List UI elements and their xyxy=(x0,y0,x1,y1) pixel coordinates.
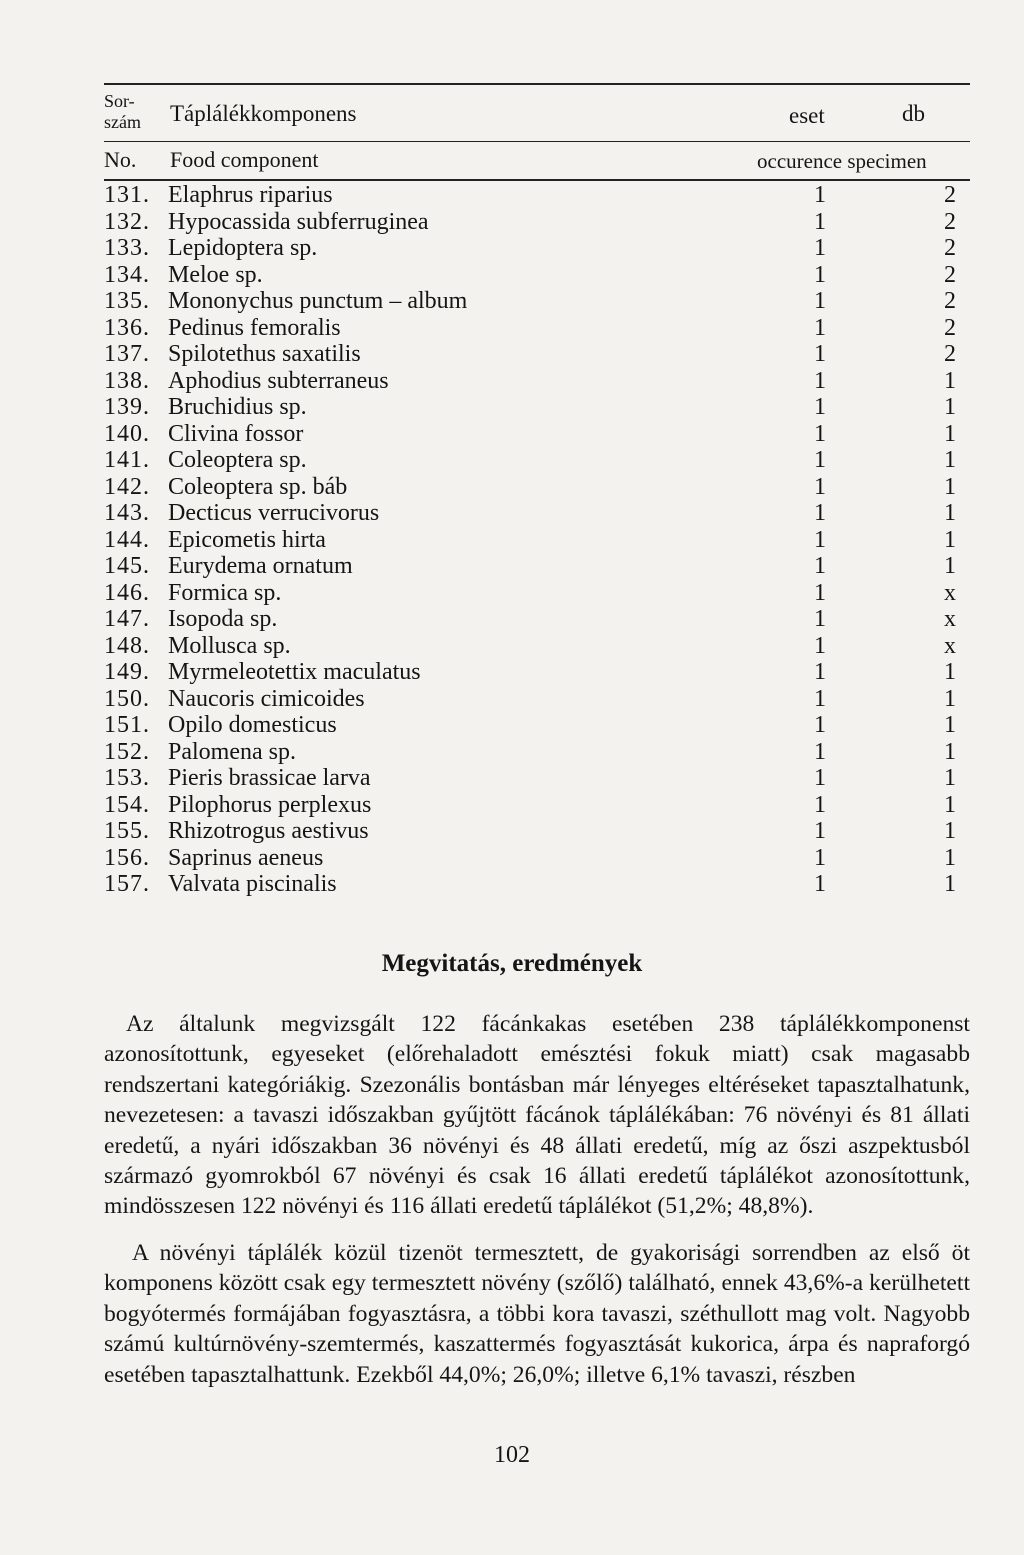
occurence-count: 1 xyxy=(814,341,826,367)
header-component-en: Food component xyxy=(170,147,319,172)
specimen-count: x xyxy=(944,606,956,632)
occurence-count: 1 xyxy=(814,606,826,632)
specimen-count: 1 xyxy=(944,685,956,712)
occurence-count: 1 xyxy=(814,367,826,394)
table-row xyxy=(104,633,970,659)
occurence-count: 1 xyxy=(814,844,826,871)
row-number: 151. xyxy=(104,712,150,738)
table-top-rule xyxy=(104,83,970,85)
component-name: Hypocassida subferruginea xyxy=(168,208,429,235)
specimen-count: 1 xyxy=(944,738,956,765)
row-number: 153. xyxy=(104,765,150,791)
row-number: 157. xyxy=(104,871,150,897)
occurence-count: 1 xyxy=(814,500,826,526)
paragraph-2: A növényi táplálék közül tizenöt termesztett, de gyakorisági sorrendben az első öt komponens között csak egy termesztett növény (szőlő) található, ennek 43,6%-a kerülhetett bogyótermés formájában fogyasztásra, a többi kora tavaszi, széthullott mag volt. Nagyobb számú kultúrnövény-szemtermés, kaszattermés fogyasztását kukorica, árpa és napraforgó esetében tapasztalhattunk. Ezekből 44,0%; 26,0%; illetve 6,1% tavaszi, részben xyxy=(104,1240,970,1388)
table-row xyxy=(104,182,970,208)
row-number: 140. xyxy=(104,420,150,447)
component-name: Myrmeleotettix maculatus xyxy=(168,659,421,685)
header-eset: eset xyxy=(789,103,825,128)
header-bottom-rule xyxy=(104,179,970,181)
component-name: Decticus verrucivorus xyxy=(168,500,380,526)
specimen-count: x xyxy=(944,579,956,606)
table-row xyxy=(104,739,970,765)
occurence-count: 1 xyxy=(814,738,826,765)
header-occurence-en: occurence specimen xyxy=(757,149,927,173)
occurence-count: 1 xyxy=(814,235,826,261)
component-name: Coleoptera sp. xyxy=(168,447,307,473)
header-szam: szám xyxy=(104,112,141,132)
specimen-count: 1 xyxy=(944,791,956,818)
table-row xyxy=(104,580,970,606)
occurence-count: 1 xyxy=(814,659,826,685)
specimen-count: 1 xyxy=(944,553,956,579)
table-row xyxy=(104,527,970,553)
specimen-count: 1 xyxy=(944,844,956,871)
specimen-count: 2 xyxy=(944,288,956,314)
row-number: 154. xyxy=(104,791,150,818)
component-name: Clivina fossor xyxy=(168,420,304,447)
specimen-count: 2 xyxy=(944,314,956,341)
table-row xyxy=(104,235,970,261)
occurence-count: 1 xyxy=(814,579,826,606)
specimen-count: 1 xyxy=(944,526,956,553)
component-name: Mollusca sp. xyxy=(168,632,291,659)
row-number: 138. xyxy=(104,367,150,394)
header-no-en: No. xyxy=(104,147,137,172)
table-row xyxy=(104,262,970,288)
row-number: 132. xyxy=(104,208,150,235)
row-number: 133. xyxy=(104,235,150,261)
component-name: Palomena sp. xyxy=(168,738,296,765)
header-db: db xyxy=(902,101,925,126)
row-number: 137. xyxy=(104,341,150,367)
row-number: 144. xyxy=(104,526,150,553)
occurence-count: 1 xyxy=(814,685,826,712)
table-row xyxy=(104,845,970,871)
row-number: 148. xyxy=(104,632,150,659)
header-component-hu: Táplálékkomponens xyxy=(170,101,357,126)
occurence-count: 1 xyxy=(814,818,826,844)
occurence-count: 1 xyxy=(814,394,826,420)
specimen-count: 2 xyxy=(944,341,956,367)
component-name: Mononychus punctum – album xyxy=(168,288,468,314)
component-name: Lepidoptera sp. xyxy=(168,235,318,261)
component-name: Rhizotrogus aestivus xyxy=(168,818,369,844)
component-name: Eurydema ornatum xyxy=(168,553,353,579)
row-number: 141. xyxy=(104,447,150,473)
specimen-count: x xyxy=(944,632,956,659)
row-number: 136. xyxy=(104,314,150,341)
component-name: Pilophorus perplexus xyxy=(168,791,372,818)
row-number: 145. xyxy=(104,553,150,579)
occurence-count: 1 xyxy=(814,553,826,579)
specimen-count: 1 xyxy=(944,500,956,526)
occurence-count: 1 xyxy=(814,765,826,791)
row-number: 146. xyxy=(104,579,150,606)
table-row xyxy=(104,394,970,420)
occurence-count: 1 xyxy=(814,526,826,553)
table-row xyxy=(104,792,970,818)
specimen-count: 2 xyxy=(944,182,956,208)
row-number: 150. xyxy=(104,685,150,712)
component-name: Opilo domesticus xyxy=(168,712,337,738)
specimen-count: 2 xyxy=(944,261,956,288)
specimen-count: 1 xyxy=(944,871,956,897)
row-number: 142. xyxy=(104,473,150,500)
specimen-count: 2 xyxy=(944,208,956,235)
table-row xyxy=(104,288,970,314)
row-number: 131. xyxy=(104,182,150,208)
row-number: 134. xyxy=(104,261,150,288)
table-row xyxy=(104,818,970,844)
specimen-count: 1 xyxy=(944,712,956,738)
row-number: 143. xyxy=(104,500,150,526)
specimen-count: 2 xyxy=(944,235,956,261)
occurence-count: 1 xyxy=(814,791,826,818)
row-number: 139. xyxy=(104,394,150,420)
specimen-count: 1 xyxy=(944,473,956,500)
row-number: 155. xyxy=(104,818,150,844)
specimen-count: 1 xyxy=(944,394,956,420)
occurence-count: 1 xyxy=(814,261,826,288)
specimen-count: 1 xyxy=(944,818,956,844)
specimen-count: 1 xyxy=(944,447,956,473)
section-heading: Megvitatás, eredmények xyxy=(381,950,643,977)
header-sor: Sor- xyxy=(104,91,135,111)
occurence-count: 1 xyxy=(814,473,826,500)
component-name: Aphodius subterraneus xyxy=(168,367,389,394)
component-name: Formica sp. xyxy=(168,579,282,606)
occurence-count: 1 xyxy=(814,182,826,208)
table-row xyxy=(104,368,970,394)
component-name: Spilotethus saxatilis xyxy=(168,341,361,367)
specimen-count: 1 xyxy=(944,765,956,791)
header-mid-rule xyxy=(104,141,970,142)
table-row xyxy=(104,315,970,341)
row-number: 149. xyxy=(104,659,150,685)
table-row xyxy=(104,606,970,632)
occurence-count: 1 xyxy=(814,314,826,341)
row-number: 156. xyxy=(104,844,150,871)
component-name: Valvata piscinalis xyxy=(168,871,337,897)
specimen-count: 1 xyxy=(944,420,956,447)
table-row xyxy=(104,447,970,473)
table-row xyxy=(104,209,970,235)
occurence-count: 1 xyxy=(814,712,826,738)
component-name: Pedinus femoralis xyxy=(168,314,341,341)
row-number: 135. xyxy=(104,288,150,314)
table-row xyxy=(104,686,970,712)
row-number: 147. xyxy=(104,606,150,632)
component-name: Naucoris cimicoides xyxy=(168,685,365,712)
paragraph-1: Az általunk megvizsgált 122 fácánkakas esetében 238 táplálékkomponenst azonosítottunk, egyeseket (előrehaladott emésztési fokuk miatt) csak magasabb rendszertani kategóriákig. Szezonális bontásban már lényeges eltéréseket tapasztalhatunk, nevezetesen: a tavaszi időszakban gyűjtött fácánok táplálékában: 76 növényi és 81 állati eredetű, a nyári időszakban 36 növényi és 48 állati eredetű, míg az őszi aszpektusból származó gyomrokból 67 növényi és csak 16 állati eredetű táplálékot azonosítottunk, mindösszesen 122 növényi és 116 állati eredetű táplálékot (51,2%; 48,8%). xyxy=(104,1011,970,1220)
component-name: Elaphrus riparius xyxy=(168,182,333,208)
component-name: Isopoda sp. xyxy=(168,606,278,632)
specimen-count: 1 xyxy=(944,367,956,394)
table-row xyxy=(104,659,970,685)
component-name: Coleoptera sp. báb xyxy=(168,473,348,500)
component-name: Pieris brassicae larva xyxy=(168,765,371,791)
occurence-count: 1 xyxy=(814,288,826,314)
component-name: Saprinus aeneus xyxy=(168,844,324,871)
table-row xyxy=(104,712,970,738)
table-row xyxy=(104,553,970,579)
row-number: 152. xyxy=(104,738,150,765)
occurence-count: 1 xyxy=(814,632,826,659)
occurence-count: 1 xyxy=(814,871,826,897)
table-row xyxy=(104,871,970,897)
table-row xyxy=(104,341,970,367)
occurence-count: 1 xyxy=(814,208,826,235)
table-row xyxy=(104,421,970,447)
page-number: 102 xyxy=(494,1442,530,1468)
occurence-count: 1 xyxy=(814,420,826,447)
component-name: Epicometis hirta xyxy=(168,526,326,553)
component-name: Meloe sp. xyxy=(168,261,263,288)
table-row xyxy=(104,765,970,791)
table-row xyxy=(104,474,970,500)
specimen-count: 1 xyxy=(944,659,956,685)
component-name: Bruchidius sp. xyxy=(168,394,307,420)
occurence-count: 1 xyxy=(814,447,826,473)
table-row xyxy=(104,500,970,526)
